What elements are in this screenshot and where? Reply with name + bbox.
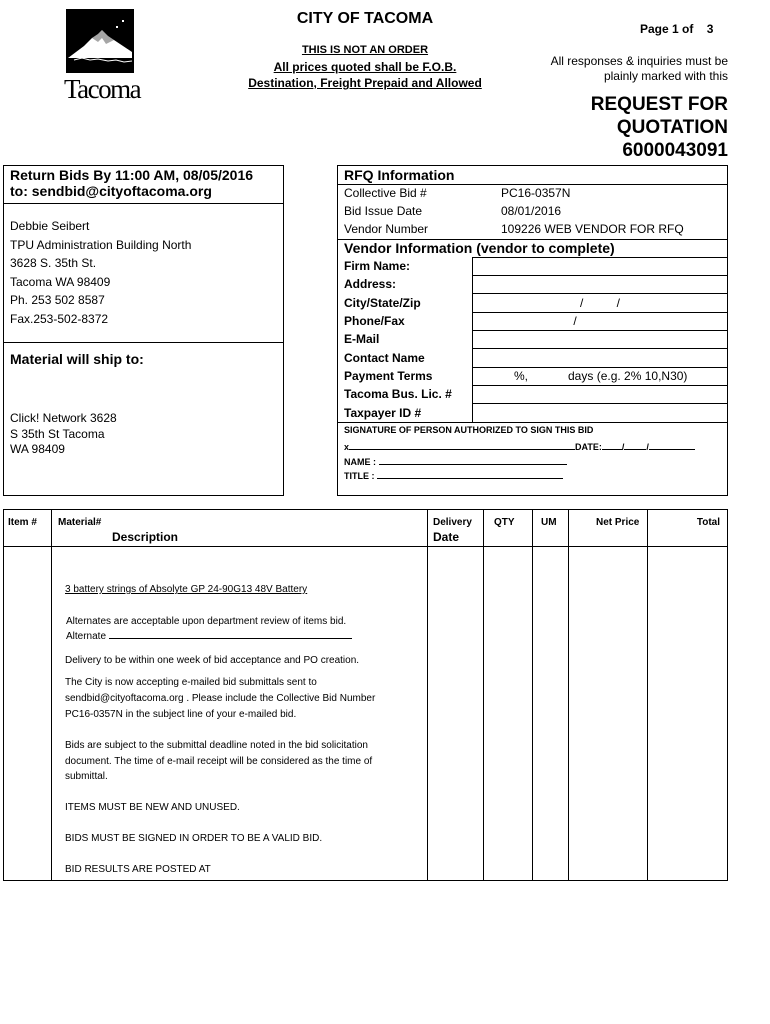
address-field[interactable] <box>474 276 726 292</box>
contact-name: Debbie Seibert <box>10 219 90 233</box>
vendor-row-line <box>337 422 728 423</box>
vendor-field-column-divider <box>472 257 473 423</box>
net-price-header: Net Price <box>596 517 640 528</box>
return-bids-deadline: Return Bids By 11:00 AM, 08/05/2016 <box>10 167 254 183</box>
signature-heading: SIGNATURE OF PERSON AUTHORIZED TO SIGN THIS BID <box>344 425 594 435</box>
deadline-note-1: Bids are subject to the submittal deadline noted in the bid solicitation <box>65 740 368 751</box>
page-label: Page 1 of <box>640 22 694 36</box>
signature-date-label: DATE: <box>575 442 602 452</box>
rfq-title-2: QUOTATION <box>616 117 728 138</box>
firm-name-label: Firm Name: <box>344 259 411 273</box>
logo-wordmark: Tacoma <box>64 74 141 104</box>
alternate-blank[interactable] <box>109 629 352 639</box>
date-year-blank[interactable] <box>649 440 695 450</box>
email-submittal-note-3: PC16-0357N in the subject line of your e-mailed bid. <box>65 709 297 720</box>
vendor-row-line <box>472 312 728 313</box>
contact-city: Tacoma WA 98409 <box>10 275 111 289</box>
vendor-row-line <box>472 367 728 368</box>
deadline-note-3: submittal. <box>65 771 108 782</box>
signer-name-line[interactable] <box>344 455 567 467</box>
contact-street: 3628 S. 35th St. <box>10 256 97 270</box>
page-indicator <box>640 22 713 36</box>
rfq-info-heading: RFQ Information <box>344 167 455 183</box>
contact-phone: Ph. 253 502 8587 <box>10 293 105 307</box>
email-submittal-note-1: The City is now accepting e-mailed bid submittals sent to <box>65 677 317 688</box>
table-column-divider <box>647 509 648 881</box>
business-license-label: Tacoma Bus. Lic. # <box>344 387 452 401</box>
city-state-zip-label: City/State/Zip <box>344 296 421 310</box>
payment-terms-label: Payment Terms <box>344 369 433 383</box>
table-column-divider <box>568 509 569 881</box>
alternate-label: Alternate <box>66 631 107 642</box>
qty-header: QTY <box>494 517 515 528</box>
rfq-title-1: REQUEST FOR <box>590 94 728 115</box>
business-license-field[interactable] <box>474 386 726 402</box>
collective-bid-label: Collective Bid # <box>344 186 427 200</box>
fob-line-1: All prices quoted shall be F.O.B. <box>273 60 457 74</box>
signer-name-blank[interactable] <box>379 455 567 465</box>
date-day-blank[interactable] <box>624 440 646 450</box>
bid-results-note: BID RESULTS ARE POSTED AT <box>65 864 211 875</box>
alternates-note: Alternates are acceptable upon department review of items bid. <box>66 616 347 627</box>
signature-line[interactable]: x DATE: / / <box>344 440 695 452</box>
table-column-divider <box>51 509 52 881</box>
ship-divider <box>3 342 284 343</box>
fob-line-2: Destination, Freight Prepaid and Allowed <box>248 76 482 90</box>
signature-x-label: x <box>344 442 350 452</box>
new-unused-note: ITEMS MUST BE NEW AND UNUSED. <box>65 802 240 813</box>
delivery-header: Delivery <box>433 517 472 528</box>
signed-bid-note: BIDS MUST BE SIGNED IN ORDER TO BE A VALID BID. <box>65 833 323 844</box>
email-label: E-Mail <box>344 332 380 346</box>
alternate-line[interactable] <box>66 629 352 642</box>
bid-issue-date-value: 08/01/2016 <box>501 204 562 218</box>
payment-terms-field[interactable]: %, days (e.g. 2% 10,N30) <box>514 369 688 383</box>
table-column-divider <box>483 509 484 881</box>
deadline-note-2: document. The time of e-mail receipt will be considered as the time of <box>65 756 373 767</box>
contact-fax: Fax.253-502-8372 <box>10 312 109 326</box>
responses-line-2: plainly marked with this <box>603 69 728 83</box>
vendor-row-line <box>472 293 728 294</box>
delivery-note: Delivery to be within one week of bid acceptance and PO creation. <box>65 655 360 666</box>
vendor-info-heading: Vendor Information (vendor to complete) <box>344 240 615 256</box>
not-order-notice: THIS IS NOT AN ORDER <box>301 44 429 56</box>
ship-to-line-1: Click! Network 3628 <box>10 411 117 425</box>
taxpayer-id-label: Taxpayer ID # <box>344 406 422 420</box>
ship-to-line-2: S 35th St Tacoma <box>10 427 105 441</box>
city-of-tacoma-logo <box>64 8 141 112</box>
ship-to-line-3: WA 98409 <box>10 442 65 456</box>
rfq-number: 6000043091 <box>622 140 728 161</box>
date-month-blank[interactable] <box>602 440 622 450</box>
firm-name-field[interactable] <box>474 258 726 274</box>
signature-blank[interactable] <box>349 440 575 450</box>
taxpayer-id-field[interactable] <box>474 404 726 420</box>
city-title: CITY OF TACOMA <box>296 10 434 27</box>
return-bids-email: to: sendbid@cityoftacoma.org <box>10 183 212 199</box>
table-header-divider <box>3 546 728 547</box>
description-header: Description <box>112 530 179 544</box>
contact-name-label: Contact Name <box>344 351 425 365</box>
vendor-number-label: Vendor Number <box>344 222 429 236</box>
email-submittal-note-2: sendbid@cityoftacoma.org . Please include the Collective Bid Number <box>65 693 376 704</box>
signer-title-line[interactable] <box>344 469 563 481</box>
phone-fax-field[interactable]: / <box>573 314 577 328</box>
um-header: UM <box>541 517 557 528</box>
contact-name-field[interactable] <box>474 349 726 365</box>
material-number-header: Material# <box>58 517 102 528</box>
signer-title-blank[interactable] <box>377 469 563 479</box>
phone-fax-label: Phone/Fax <box>344 314 405 328</box>
rfq-info-divider <box>337 184 728 185</box>
table-column-divider <box>532 509 533 881</box>
item-number-header: Item # <box>8 517 37 528</box>
signer-name-label: NAME : <box>344 457 376 467</box>
item-description: 3 battery strings of Absolyte GP 24-90G13 48V Battery <box>65 584 308 595</box>
table-column-divider <box>427 509 428 881</box>
city-state-zip-field[interactable]: / / <box>579 296 620 310</box>
collective-bid-value: PC16-0357N <box>501 186 571 200</box>
page-total: 3 <box>706 22 714 36</box>
return-bids-divider <box>3 203 284 204</box>
ship-to-heading: Material will ship to: <box>10 351 144 367</box>
email-field[interactable] <box>474 331 726 347</box>
contact-building: TPU Administration Building North <box>10 238 192 252</box>
address-label: Address: <box>344 277 397 291</box>
responses-line-1: All responses & inquiries must be <box>550 54 728 68</box>
total-header: Total <box>696 517 720 528</box>
delivery-date-header: Date <box>433 530 460 544</box>
vendor-number-value: 109226 WEB VENDOR FOR RFQ <box>501 222 684 236</box>
bid-issue-date-label: Bid Issue Date <box>344 204 423 218</box>
signer-title-label: TITLE : <box>344 471 375 481</box>
